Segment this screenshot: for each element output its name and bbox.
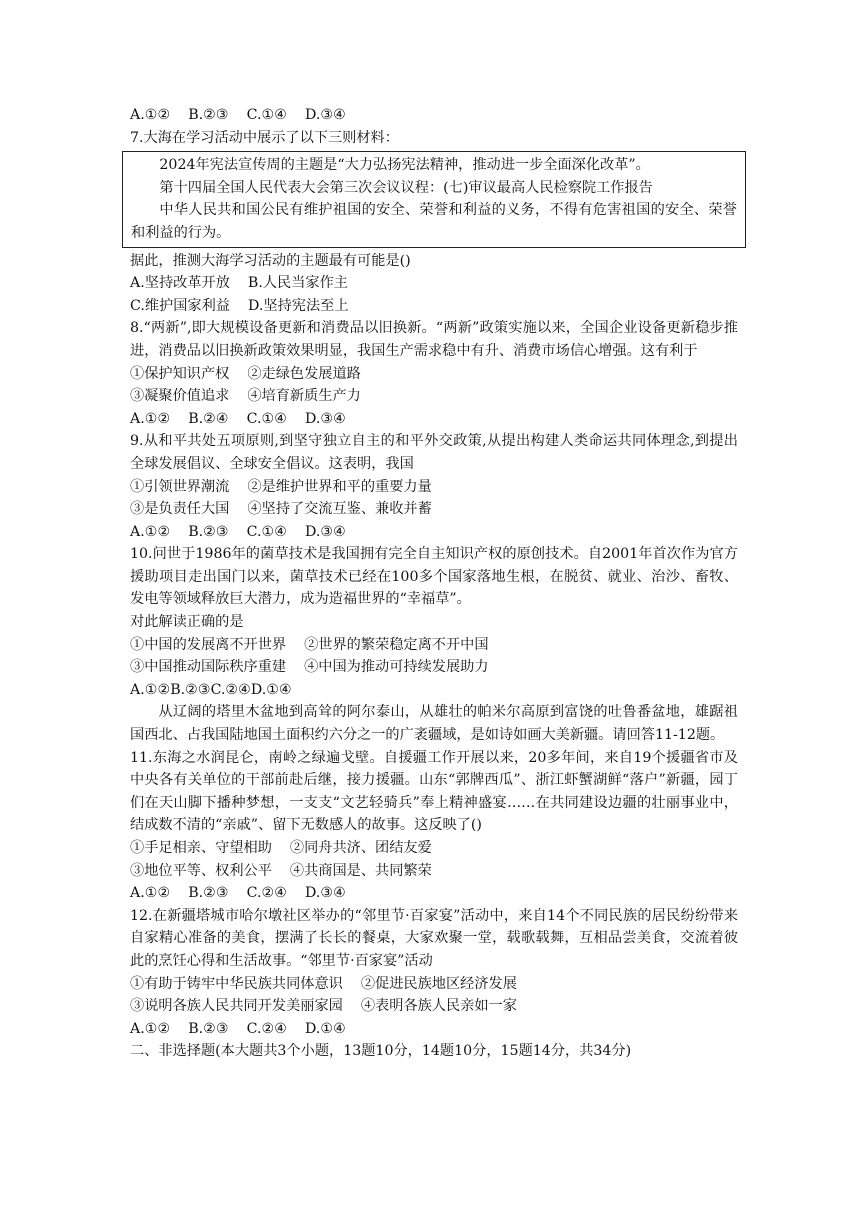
q7-options-2: C.维护国家利益 D.坚持宪法至上 [130, 297, 349, 314]
q10-stem: 10.问世于1986年的菌草技术是我国拥有完全自主知识产权的原创技术。自2001年首次作为官方援助项目走出国门以来，菌草技术已经在100多个国家落地生根，在脱贫、就业、治沙、畜牧、发电等领域释放巨大潜力，成为造福世界的“幸福草”。 [130, 546, 738, 608]
q11-items-1: ①手足相亲、守望相助 ②同舟共济、团结友爱 [130, 840, 432, 856]
exam-page [130, 104, 738, 1063]
q6-options: A.①② B.②③ C.①④ D.③④ [130, 107, 346, 123]
q9-options: A.①② B.②③ C.①④ D.③④ [130, 523, 346, 540]
q10-items-1: ①中国的发展离不开世界 ②世界的繁荣稳定离不开中国 [130, 636, 489, 653]
q9-items-2: ③是负责任大国 ④坚持了交流互鉴、兼收并蓄 [130, 501, 432, 518]
q12-stem: 12.在新疆塔城市哈尔墩社区举办的“邻里节·百家宴”活动中，来自14个不同民族的居民纷纷带来自家精心准备的美食，摆满了长长的餐桌，大家欢聚一堂，载歌载舞，互相品尝美食，交流着彼此的烹饪心得和生活故事。“邻里节·百家宴”活动 [130, 907, 738, 969]
q8-items-2: ③凝聚价值追求 ④培育新质生产力 [130, 388, 361, 405]
q7-material-2: 第十四届全国人民代表大会第三次会议议程：(七)审议最高人民检察院工作报告 [159, 179, 653, 196]
q7-material-box [122, 151, 746, 247]
section-2-heading: 二、非选择题(本大题共3个小题，13题10分，14题10分，15题14分，共34分) [130, 1043, 632, 1060]
q8-options: A.①② B.②④ C.①④ D.③④ [130, 410, 346, 427]
q9-items-1: ①引领世界潮流 ②是维护世界和平的重要力量 [130, 478, 432, 495]
q11-items-2: ③地位平等、权利公平 ④共商国是、共同繁荣 [130, 862, 432, 879]
q11-stem: 11.东海之水润昆仑，南岭之绿遍戈壁。自援疆工作开展以来，20多年间，来自19个援疆省市及中央各有关单位的干部前赴后继，接力援疆。山东“郭牌西瓜”、浙江虾蟹湖鲜“落户”新疆，园丁们在天山脚下播种梦想，一支支“文艺轻骑兵”奉上精神盛宴……在共同建设边疆的壮丽事业中，结成数不清的“亲戚”、留下无数感人的故事。这反映了() [130, 749, 738, 834]
intro-11-12: 从辽阔的塔里木盆地到高耸的阿尔泰山，从雄壮的帕米尔高原到富饶的吐鲁番盆地，雄踞祖国西北、占我国陆地国土面积约六分之一的广袤疆域，是如诗如画大美新疆。请回答11-12题。 [130, 704, 738, 744]
q11-options: A.①② B.②③ C.②④ D.③④ [130, 885, 346, 902]
q10-items-2: ③中国推动国际秩序重建 ④中国为推动可持续发展助力 [130, 659, 489, 676]
q12-items-2: ③说明各族人民共同开发美丽家园 ④表明各族人民亲如一家 [130, 998, 517, 1015]
q8-items-1: ①保护知识产权 ②走绿色发展道路 [130, 365, 361, 382]
q10-question: 对此解读正确的是 [130, 614, 244, 631]
q10-options: A.①②B.②③C.②④D.①④ [130, 681, 292, 698]
q12-options: A.①② B.②③ C.②④ D.①④ [130, 1020, 346, 1037]
q7-material-1: 2024年宪法宣传周的主题是“大力弘扬宪法精神，推动进一步全面深化改革”。 [159, 157, 650, 174]
q7-stem: 7.大海在学习活动中展示了以下三则材料： [130, 129, 399, 146]
q7-material-3: 中华人民共和国公民有维护祖国的安全、荣誉和利益的义务，不得有危害祖国的安全、荣誉和利益的行为。 [131, 202, 737, 241]
q7-options-1: A.坚持改革开放 B.人民当家作主 [130, 275, 348, 292]
q12-items-1: ①有助于铸牢中华民族共同体意识 ②促进民族地区经济发展 [130, 975, 517, 992]
q7-question: 据此，推测大海学习活动的主题最有可能是() [130, 252, 411, 269]
q8-stem: 8.“两新”,即大规模设备更新和消费品以旧换新。“两新”政策实施以来，全国企业设备更新稳步推进，消费品以旧换新政策效果明显，我国生产需求稳中有升、消费市场信心增强。这有利于 [130, 320, 738, 359]
q9-stem: 9.从和平共处五项原则,到坚守独立自主的和平外交政策,从提出构建人类命运共同体理念,到提出全球发展倡议、全球安全倡议。这表明，我国 [130, 433, 738, 472]
